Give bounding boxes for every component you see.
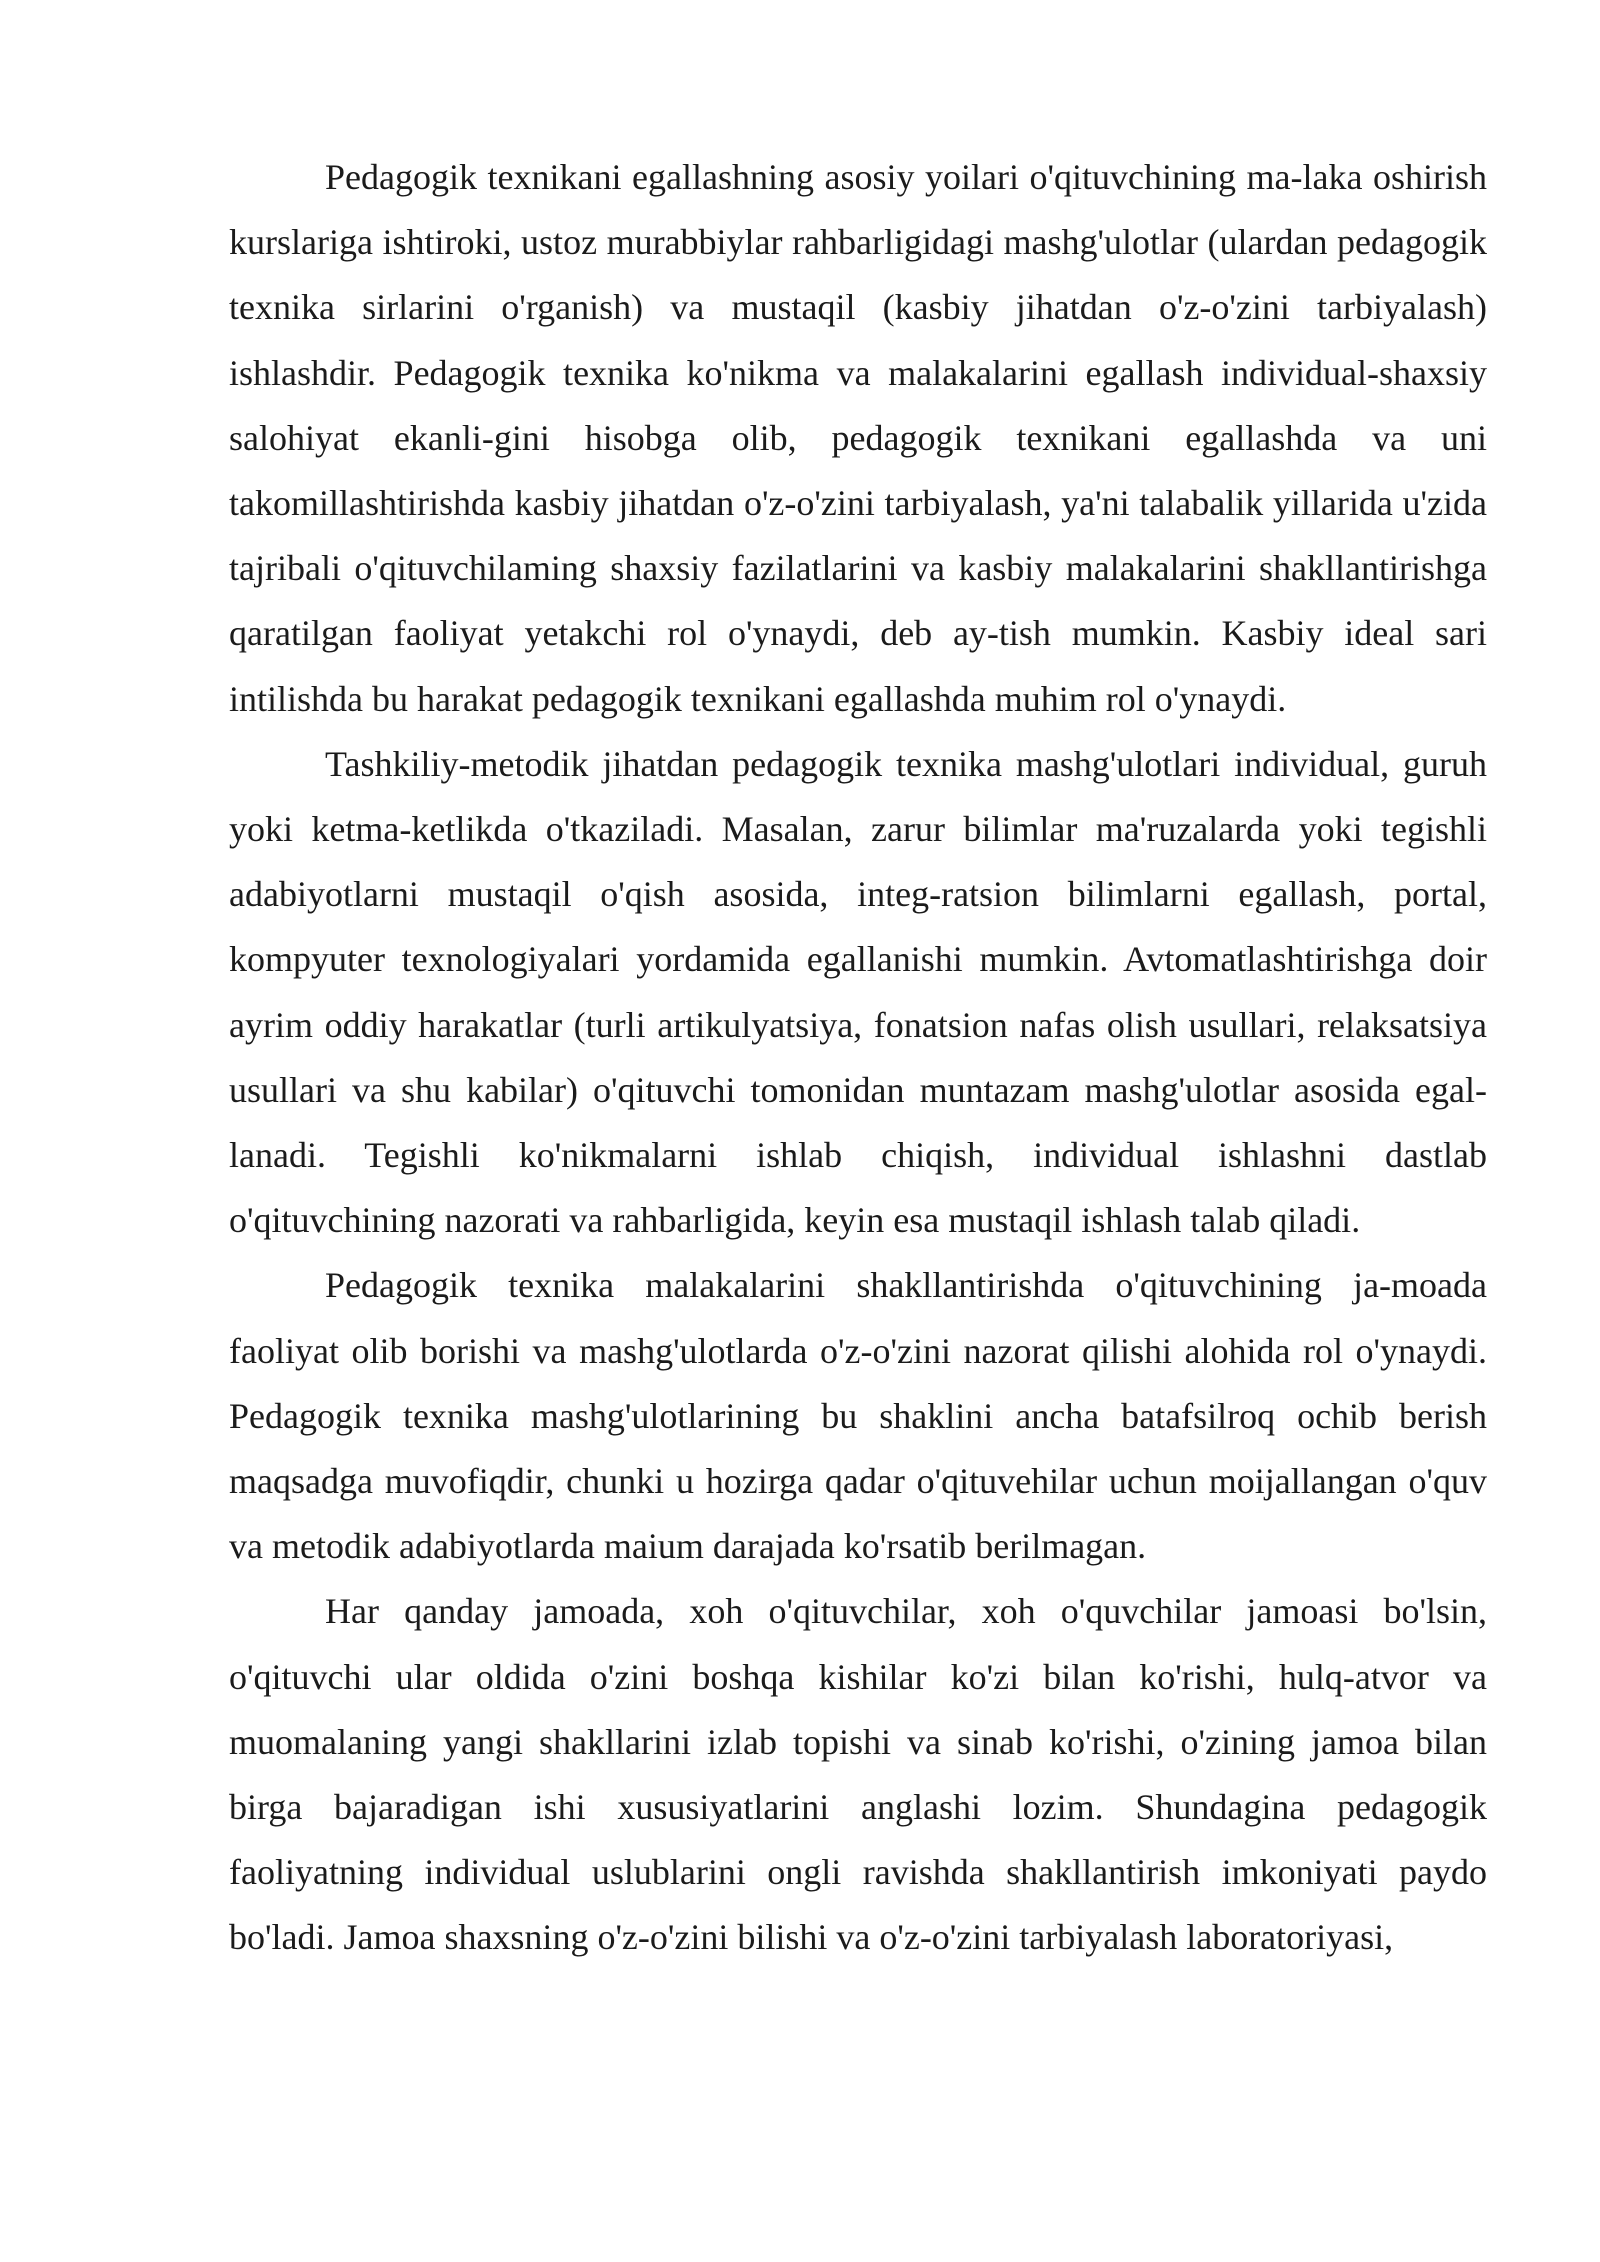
document-page <box>229 145 1487 1971</box>
paragraph-3: Pedagogik texnika malakalarini shakllantirishda o'qituvchining ja-moada faoliyat olib borishi va mashg'ulotlarda o'z-o'zini nazorat qilishi alohida rol o'ynaydi. Pedagogik texnika mashg'ulotlarining bu shaklini ancha batafsilroq ochib berish maqsadga muvofiqdir, chunki u hozirga qadar o'qituvehilar uchun moijallangan o'quv va metodik adabiyotlarda maium darajada ko'rsatib berilmagan. <box>229 1265 1487 1567</box>
paragraph-1: Pedagogik texnikani egallashning asosiy yoilari o'qituvchining ma-laka oshirish kurslariga ishtiroki, ustoz murabbiylar rahbarligidagi mashg'ulotlar (ulardan pedagogik texnika sirlarini o'rganish) va mustaqil (kasbiy jihatdan o'z-o'zini tarbiyalash) ishlashdir. Pedagogik texnika ko'nikma va malakalarini egallash individual-shaxsiy salohiyat ekanli-gini hisobga olib, pedagogik texnikani egallashda va uni takomillashtirishda kasbiy jihatdan o'z-o'zini tarbiyalash, ya'ni talabalik yillarida u'zida tajribali o'qituvchilaming shaxsiy fazilatlarini va kasbiy malakalarini shakllantirishga qaratilgan faoliyat yetakchi rol o'ynaydi, deb ay-tish mumkin. Kasbiy ideal sari intilishda bu harakat pedagogik texnikani egallashda muhim rol o'ynaydi. <box>229 157 1487 719</box>
paragraph-2: Tashkiliy-metodik jihatdan pedagogik texnika mashg'ulotlari individual, guruh yoki ketma-ketlikda o'tkaziladi. Masalan, zarur bilimlar ma'ruzalarda yoki tegishli adabiyotlarni mustaqil o'qish asosida, integ-ratsion bilimlarni egallash, portal, kompyuter texnologiyalari yordamida egallanishi mumkin. Avtomatlashtirishga doir ayrim oddiy harakatlar (turli artikulyatsiya, fonatsion nafas olish usullari, relaksatsiya usullari va shu kabilar) o'qituvchi tomonidan muntazam mashg'ulotlar asosida egal-lanadi. Tegishli ko'nikmalarni ishlab chiqish, individual ishlashni dastlab o'qituvchining nazorati va rahbarligida, keyin esa mustaqil ishlash talab qiladi. <box>229 743 1487 1241</box>
paragraph-4: Har qanday jamoada, xoh o'qituvchilar, xoh o'quvchilar jamoasi bo'lsin, o'qituvchi ular oldida o'zini boshqa kishilar ko'zi bilan ko'rishi, hulq-atvor va muomalaning yangi shakllarini izlab topishi va sinab ko'rishi, o'zining jamoa bilan birga bajaradigan ishi xususiyatlarini anglashi lozim. Shundagina pedagogik faoliyatning individual uslublarini ongli ravishda shakllantirish imkoniyati paydo bo'ladi. Jamoa shaxsning o'z-o'zini bilishi va o'z-o'zini tarbiyalash laboratoriyasi, <box>229 1591 1487 1958</box>
